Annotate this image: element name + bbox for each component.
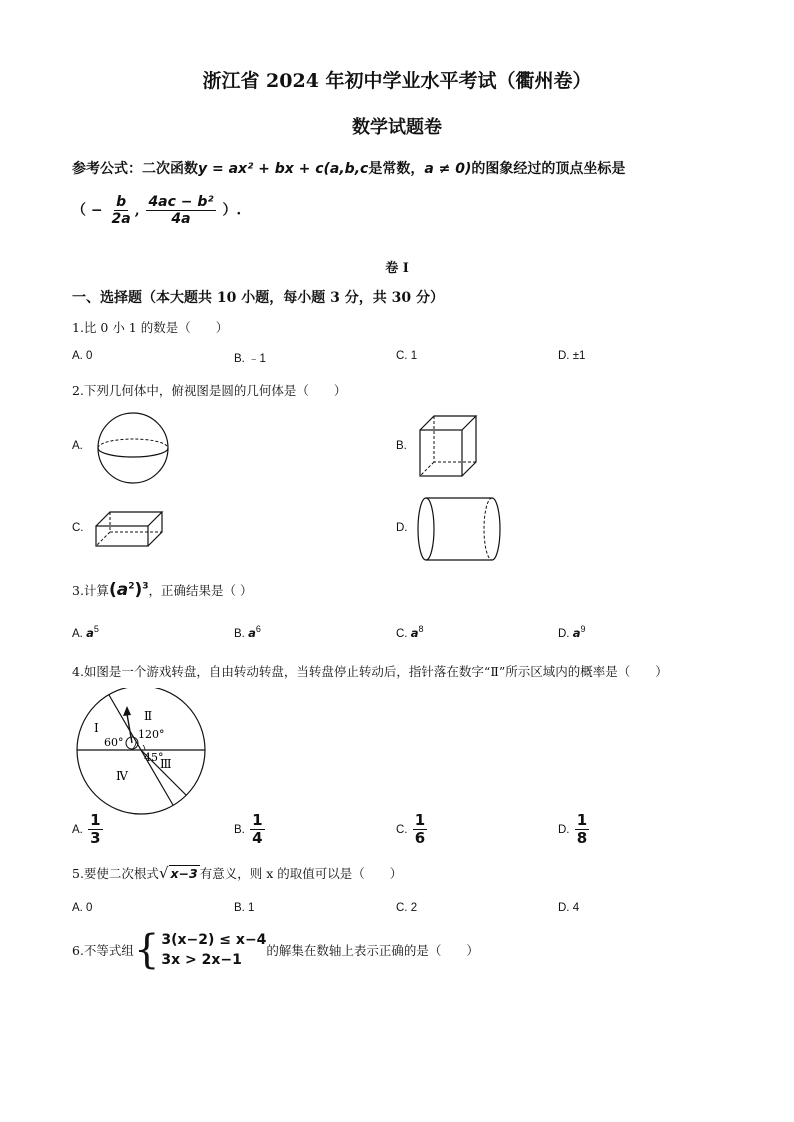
question-1-stem: 1.比 0 小 1 的数是（ ） [72,320,229,335]
q6-stem-prefix: 6.不等式组 [72,943,134,959]
q2-label-d: D. [396,522,408,534]
formula-suffix: 的图象经过的顶点坐标是 [471,161,626,177]
q4-option-c-den: 6 [414,829,426,848]
q3-option-b [234,624,261,640]
q3-option-b-letter: B. [234,627,245,640]
q3-expression-base: a [116,580,129,600]
q3-option-a [72,624,99,640]
region-1-label: Ⅰ [94,721,99,735]
q4-option-a-num: 1 [90,811,101,829]
angle-60-label: 60° [104,736,124,749]
section-heading: 一、选择题（本大题共 10 小题，每小题 3 分，共 30 分） [72,290,444,306]
volume-label: 卷 I [385,261,409,276]
q3-option-d [558,624,585,640]
q4-option-d-fraction [575,812,589,848]
q4-option-b-num: 1 [252,811,263,829]
q5-option-a: A. 0 [72,902,93,914]
q3-option-b-base: a [248,625,256,640]
q4-option-c [396,812,429,848]
q4-option-a-fraction [88,812,102,848]
q4-option-d [558,812,591,848]
q5-option-c: C. 2 [396,902,418,914]
q4-option-c-num: 1 [414,811,426,829]
q3-option-d-letter: D. [558,627,570,640]
q3-option-c [396,624,423,640]
q3-outer-exp: 3 [142,581,149,592]
question-5-stem [72,864,402,882]
q3-option-a-exp: 5 [93,624,99,634]
q4-option-d-num: 1 [576,811,588,829]
sphere-figure [94,412,174,484]
exam-subtitle: 数学试题卷 [352,117,442,138]
q3-option-b-exp: 6 [255,624,261,634]
formula-mid: 是常数， [368,161,425,177]
angle-45-label: 45° [144,751,164,764]
q3-option-c-base: a [410,625,419,640]
vertex-y-den: 4a [171,211,191,228]
cube-figure [418,414,480,480]
q1-option-d: D. ±1 [558,350,586,362]
q3-option-c-letter: C. [396,627,408,640]
angle-120-label: 120° [138,728,165,741]
q4-option-a-letter: A. [72,823,83,836]
q3-option-a-letter: A. [72,627,83,640]
q4-option-b-fraction [250,812,264,848]
q4-option-d-letter: D. [558,823,570,836]
spinner-figure [72,688,218,816]
q4-option-c-fraction [413,812,427,848]
cylinder-figure [416,496,504,562]
formula-function: y = ax² + bx + c(a,b,c [198,161,369,177]
question-2-stem: 2.下列几何体中，俯视图是圆的几何体是（ ） [72,383,347,398]
q3-stem-prefix: 3.计算 [72,583,109,598]
q4-option-b-den: 4 [252,829,263,848]
q3-inner-exp: 2 [128,581,135,592]
question-4-stem: 4.如图是一个游戏转盘，自由转动转盘，当转盘停止转动后，指针落在数字“Ⅱ”所示区域内的概率是（ ） [72,664,668,679]
q5-stem-prefix: 5.要使二次根式 [72,866,159,881]
q3-expression: $(a^2)^3$ [108,580,149,600]
q5-option-b: B. 1 [234,902,255,914]
q4-option-a-den: 3 [90,829,101,848]
inequality-line-1: 3(x−2) ≤ x−4 [161,932,267,948]
vertex-open: （ − [72,202,103,219]
region-3-label: Ⅲ [160,757,172,771]
q5-option-d: D. 4 [558,902,580,914]
q1-option-c: C. 1 [396,350,418,362]
region-4-label: Ⅳ [116,769,128,783]
q4-option-b [234,812,267,848]
q2-label-c: C. [72,522,84,534]
formula-prefix: 参考公式：二次函数 [72,161,198,177]
q3-option-a-base: a [86,625,94,640]
q3-option-c-exp: 8 [418,624,424,634]
region-2-label: Ⅱ [144,709,153,723]
vertex-y-fraction [146,194,215,227]
reference-formula [72,158,625,178]
q5-stem-suffix: 有意义，则 x 的取值可以是（ ） [199,866,403,881]
radical-sign: √ [158,864,169,882]
vertex-x-num: b [116,194,127,210]
q4-option-c-letter: C. [396,823,408,836]
q3-stem-suffix: ，正确结果是（ ） [148,583,253,598]
q2-label-b: B. [396,440,407,452]
q5-radicand: x−3 [170,866,198,881]
cuboid-figure [94,508,164,550]
exam-title: 浙江省 2024 年初中学业水平考试（衢州卷） [202,70,592,92]
question-6-stem [72,927,479,974]
vertex-close: ）. [222,202,242,219]
q4-option-a [72,812,105,848]
question-3-stem [72,580,253,600]
q4-option-d-den: 8 [576,829,588,848]
vertex-x-fraction [109,194,132,227]
vertex-formula: （ − $\frac{b}{2a}$ , $\frac{\text{4ac − b²}}{4a}$ ）. [72,194,242,228]
q1-option-b: B. ﹣1 [234,353,266,365]
q2-label-a: A. [72,440,83,452]
system-brace: { [133,927,160,974]
formula-condition: a ≠ 0) [424,161,472,177]
q6-stem-suffix: 的解集在数轴上表示正确的是（ ） [266,943,479,959]
inequality-system [133,927,267,974]
q4-option-b-letter: B. [234,823,245,836]
q3-option-d-base: a [572,625,581,640]
inequality-line-2: 3x > 2x−1 [161,952,242,969]
q1-option-a: A. 0 [72,350,93,362]
vertex-x-den: 2a [111,211,131,228]
q3-option-d-exp: 9 [580,624,586,634]
vertex-y-num: 4ac − b² [148,194,214,210]
